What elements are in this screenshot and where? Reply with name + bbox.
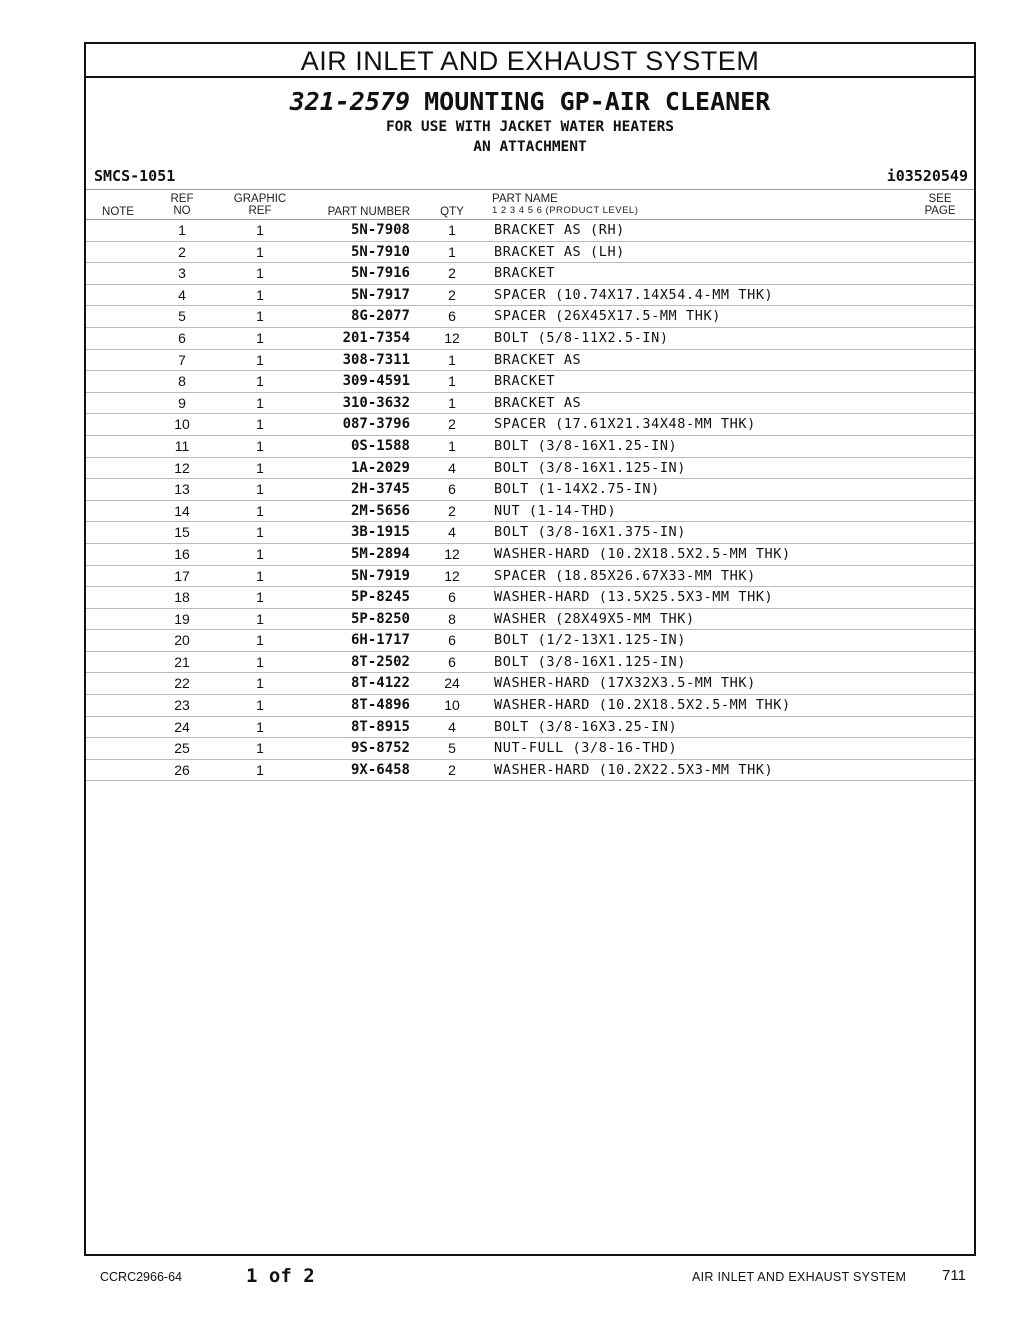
part-name-cell: WASHER-HARD (10.2X22.5X3-MM THK) [494, 761, 774, 778]
graphic-ref-cell: 1 [256, 545, 264, 562]
part-number-cell: 5N-7919 [350, 567, 410, 584]
part-number-cell: 5N-7916 [350, 265, 410, 282]
qty-cell: 4 [448, 718, 456, 735]
ref-no-cell: 17 [174, 567, 190, 584]
part-name-cell: BRACKET AS (LH) [494, 243, 625, 260]
part-name-cell: NUT (1-14-THD) [494, 502, 617, 519]
qty-cell: 6 [448, 481, 456, 498]
part-name-cell: BRACKET [494, 265, 556, 282]
qty-cell: 2 [448, 265, 456, 282]
table-row [86, 414, 974, 436]
ref-no-cell: 6 [178, 329, 186, 346]
table-row [86, 371, 974, 393]
ref-no-cell: 1 [178, 222, 186, 238]
ref-no-cell: 16 [174, 545, 190, 562]
ref-no-cell: 18 [174, 589, 190, 606]
footer-system: AIR INLET AND EXHAUST SYSTEM [692, 1270, 907, 1284]
column-header [86, 190, 974, 220]
parts-list [86, 220, 974, 781]
part-name-cell: BOLT (3/8-16X1.125-IN) [494, 459, 687, 476]
table-row [86, 630, 974, 652]
graphic-ref-cell: 1 [256, 416, 264, 433]
part-number-cell: 0S-1588 [350, 437, 410, 454]
part-number-cell: 6H-1717 [350, 632, 410, 649]
col-see-top: SEE [928, 193, 952, 205]
part-name-cell: WASHER (28X49X5-MM THK) [494, 610, 695, 627]
table-row [86, 522, 974, 544]
graphic-ref-cell: 1 [256, 329, 264, 346]
table-row [86, 458, 974, 480]
qty-cell: 2 [448, 502, 456, 519]
table-row [86, 220, 974, 242]
part-name-cell: SPACER (26X45X17.5-MM THK) [494, 308, 721, 325]
ref-no-cell: 24 [174, 718, 190, 735]
qty-cell: 1 [448, 351, 456, 368]
col-see-bottom: PAGE [924, 205, 956, 217]
graphic-ref-cell: 1 [256, 718, 264, 735]
table-row [86, 350, 974, 372]
table-row [86, 609, 974, 631]
part-name-cell: BOLT (3/8-16X1.25-IN) [494, 437, 678, 454]
ref-no-cell: 3 [178, 265, 186, 282]
part-number-cell: 309-4591 [342, 373, 410, 390]
ref-no-cell: 7 [178, 351, 186, 368]
smcs-row [86, 165, 974, 190]
qty-cell: 6 [448, 653, 456, 670]
col-note: NOTE [102, 206, 134, 218]
part-number-cell: 5N-7908 [350, 222, 410, 238]
section-title: AIR INLET AND EXHAUST SYSTEM [86, 44, 974, 78]
part-name-cell: BOLT (3/8-16X1.375-IN) [494, 524, 687, 541]
graphic-ref-cell: 1 [256, 459, 264, 476]
group-subtitle-1: FOR USE WITH JACKET WATER HEATERS [385, 119, 675, 135]
col-ref-top: REF [170, 193, 194, 205]
table-row [86, 673, 974, 695]
graphic-ref-cell: 1 [256, 265, 264, 282]
table-row [86, 263, 974, 285]
col-graphic-ref [226, 193, 294, 217]
graphic-ref-cell: 1 [256, 373, 264, 390]
qty-cell: 12 [444, 567, 460, 584]
ref-no-cell: 12 [174, 459, 190, 476]
table-row [86, 285, 974, 307]
smcs-code: SMCS-1051 [94, 167, 176, 185]
graphic-ref-cell: 1 [256, 437, 264, 454]
graphic-ref-cell: 1 [256, 524, 264, 541]
graphic-ref-cell: 1 [256, 675, 264, 692]
group-name: MOUNTING GP-AIR CLEANER [424, 87, 771, 116]
part-number-cell: 8T-8915 [350, 718, 410, 735]
graphic-ref-cell: 1 [256, 286, 264, 303]
qty-cell: 12 [444, 329, 460, 346]
part-name-cell: BOLT (5/8-11X2.5-IN) [494, 329, 669, 346]
ref-no-cell: 15 [174, 524, 190, 541]
page-footer [0, 1262, 1020, 1292]
part-name-cell: SPACER (10.74X17.14X54.4-MM THK) [494, 286, 774, 303]
part-name-cell: BRACKET AS (RH) [494, 222, 625, 238]
part-name-cell: WASHER-HARD (10.2X18.5X2.5-MM THK) [494, 697, 791, 714]
ref-no-cell: 14 [174, 502, 190, 519]
part-number-cell: 5P-8250 [350, 610, 410, 627]
qty-cell: 5 [448, 740, 456, 757]
table-row [86, 242, 974, 264]
ref-no-cell: 9 [178, 394, 186, 411]
col-graphic-top: GRAPHIC [233, 193, 287, 205]
col-see-page [920, 193, 960, 217]
col-product-level: 1 2 3 4 5 6 (PRODUCT LEVEL) [492, 205, 639, 216]
ref-no-cell: 20 [174, 632, 190, 649]
graphic-ref-cell: 1 [256, 481, 264, 498]
ref-no-cell: 4 [178, 286, 186, 303]
part-name-cell: SPACER (17.61X21.34X48-MM THK) [494, 416, 756, 433]
graphic-ref-cell: 1 [256, 653, 264, 670]
qty-cell: 4 [448, 524, 456, 541]
part-name-cell: BRACKET AS [494, 351, 582, 368]
part-name-cell: SPACER (18.85X26.67X33-MM THK) [494, 567, 756, 584]
part-number-cell: 308-7311 [342, 351, 410, 368]
part-name-cell: BOLT (3/8-16X3.25-IN) [494, 718, 678, 735]
qty-cell: 2 [448, 286, 456, 303]
part-name-cell: BRACKET [494, 373, 556, 390]
graphic-ref-cell: 1 [256, 761, 264, 778]
graphic-ref-cell: 1 [256, 632, 264, 649]
qty-cell: 8 [448, 610, 456, 627]
part-number-cell: 5M-2894 [350, 545, 410, 562]
graphic-ref-cell: 1 [256, 740, 264, 757]
part-number-cell: 087-3796 [342, 416, 410, 433]
col-part-number: PART NUMBER [327, 206, 410, 218]
qty-cell: 6 [448, 632, 456, 649]
part-name-cell: BOLT (1/2-13X1.125-IN) [494, 632, 687, 649]
qty-cell: 10 [444, 697, 460, 714]
part-number-cell: 310-3632 [342, 394, 410, 411]
group-title [86, 87, 974, 117]
part-name-cell: WASHER-HARD (13.5X25.5X3-MM THK) [494, 589, 774, 606]
part-number-cell: 8T-4896 [350, 697, 410, 714]
ref-no-cell: 8 [178, 373, 186, 390]
ref-no-cell: 22 [174, 675, 190, 692]
ref-no-cell: 25 [174, 740, 190, 757]
part-name-cell: WASHER-HARD (17X32X3.5-MM THK) [494, 675, 756, 692]
ref-no-cell: 26 [174, 761, 190, 778]
qty-cell: 1 [448, 222, 456, 238]
part-number-cell: 5N-7910 [350, 243, 410, 260]
ref-no-cell: 19 [174, 610, 190, 627]
group-part-number: 321-2579 [289, 87, 411, 116]
part-number-cell: 5P-8245 [350, 589, 410, 606]
part-number-cell: 9X-6458 [350, 761, 410, 778]
ref-no-cell: 10 [174, 416, 190, 433]
table-row [86, 501, 974, 523]
qty-cell: 24 [444, 675, 460, 692]
table-row [86, 717, 974, 739]
table-row [86, 760, 974, 782]
qty-cell: 2 [448, 761, 456, 778]
table-row [86, 695, 974, 717]
table-row [86, 587, 974, 609]
footer-page-count: 1 of 2 [246, 1265, 315, 1287]
qty-cell: 1 [448, 373, 456, 390]
group-heading [86, 87, 974, 157]
table-row [86, 436, 974, 458]
col-ref-bottom: NO [173, 205, 191, 217]
graphic-ref-cell: 1 [256, 502, 264, 519]
part-number-cell: 9S-8752 [350, 740, 410, 757]
part-number-cell: 2M-5656 [350, 502, 410, 519]
qty-cell: 2 [448, 416, 456, 433]
graphic-ref-cell: 1 [256, 243, 264, 260]
part-name-cell: WASHER-HARD (10.2X18.5X2.5-MM THK) [494, 545, 791, 562]
part-number-cell: 3B-1915 [350, 524, 410, 541]
part-number-cell: 8T-4122 [350, 675, 410, 692]
group-subtitle-2: AN ATTACHMENT [473, 139, 587, 155]
part-name-cell: NUT-FULL (3/8-16-THD) [494, 740, 678, 757]
qty-cell: 6 [448, 308, 456, 325]
graphic-ref-cell: 1 [256, 697, 264, 714]
ref-no-cell: 11 [174, 437, 190, 454]
graphic-ref-cell: 1 [256, 589, 264, 606]
part-number-cell: 1A-2029 [350, 459, 410, 476]
qty-cell: 1 [448, 437, 456, 454]
part-number-cell: 2H-3745 [350, 481, 410, 498]
col-graphic-bottom: REF [248, 205, 272, 217]
graphic-ref-cell: 1 [256, 222, 264, 238]
col-ref-no [164, 193, 200, 217]
part-name-cell: BOLT (1-14X2.75-IN) [494, 481, 660, 498]
part-name-cell: BRACKET AS [494, 394, 582, 411]
graphic-ref-cell: 1 [256, 394, 264, 411]
document-id: i03520549 [886, 167, 968, 185]
graphic-ref-cell: 1 [256, 567, 264, 584]
page-frame [84, 42, 976, 1256]
part-number-cell: 8T-2502 [350, 653, 410, 670]
footer-page-number: 711 [942, 1267, 966, 1284]
col-qty: QTY [440, 206, 464, 218]
ref-no-cell: 23 [174, 697, 190, 714]
part-name-cell: BOLT (3/8-16X1.125-IN) [494, 653, 687, 670]
table-row [86, 393, 974, 415]
qty-cell: 4 [448, 459, 456, 476]
table-row [86, 652, 974, 674]
qty-cell: 12 [444, 545, 460, 562]
table-row [86, 479, 974, 501]
graphic-ref-cell: 1 [256, 610, 264, 627]
table-row [86, 544, 974, 566]
ref-no-cell: 5 [178, 308, 186, 325]
qty-cell: 6 [448, 589, 456, 606]
part-number-cell: 5N-7917 [350, 286, 410, 303]
ref-no-cell: 2 [178, 243, 186, 260]
ref-no-cell: 13 [174, 481, 190, 498]
table-row [86, 328, 974, 350]
table-row [86, 738, 974, 760]
table-row [86, 306, 974, 328]
col-part-name: PART NAME [492, 193, 558, 205]
graphic-ref-cell: 1 [256, 351, 264, 368]
qty-cell: 1 [448, 394, 456, 411]
table-row [86, 566, 974, 588]
qty-cell: 1 [448, 243, 456, 260]
graphic-ref-cell: 1 [256, 308, 264, 325]
footer-code: CCRC2966-64 [100, 1270, 182, 1284]
part-number-cell: 201-7354 [342, 329, 410, 346]
part-number-cell: 8G-2077 [350, 308, 410, 325]
ref-no-cell: 21 [174, 653, 190, 670]
